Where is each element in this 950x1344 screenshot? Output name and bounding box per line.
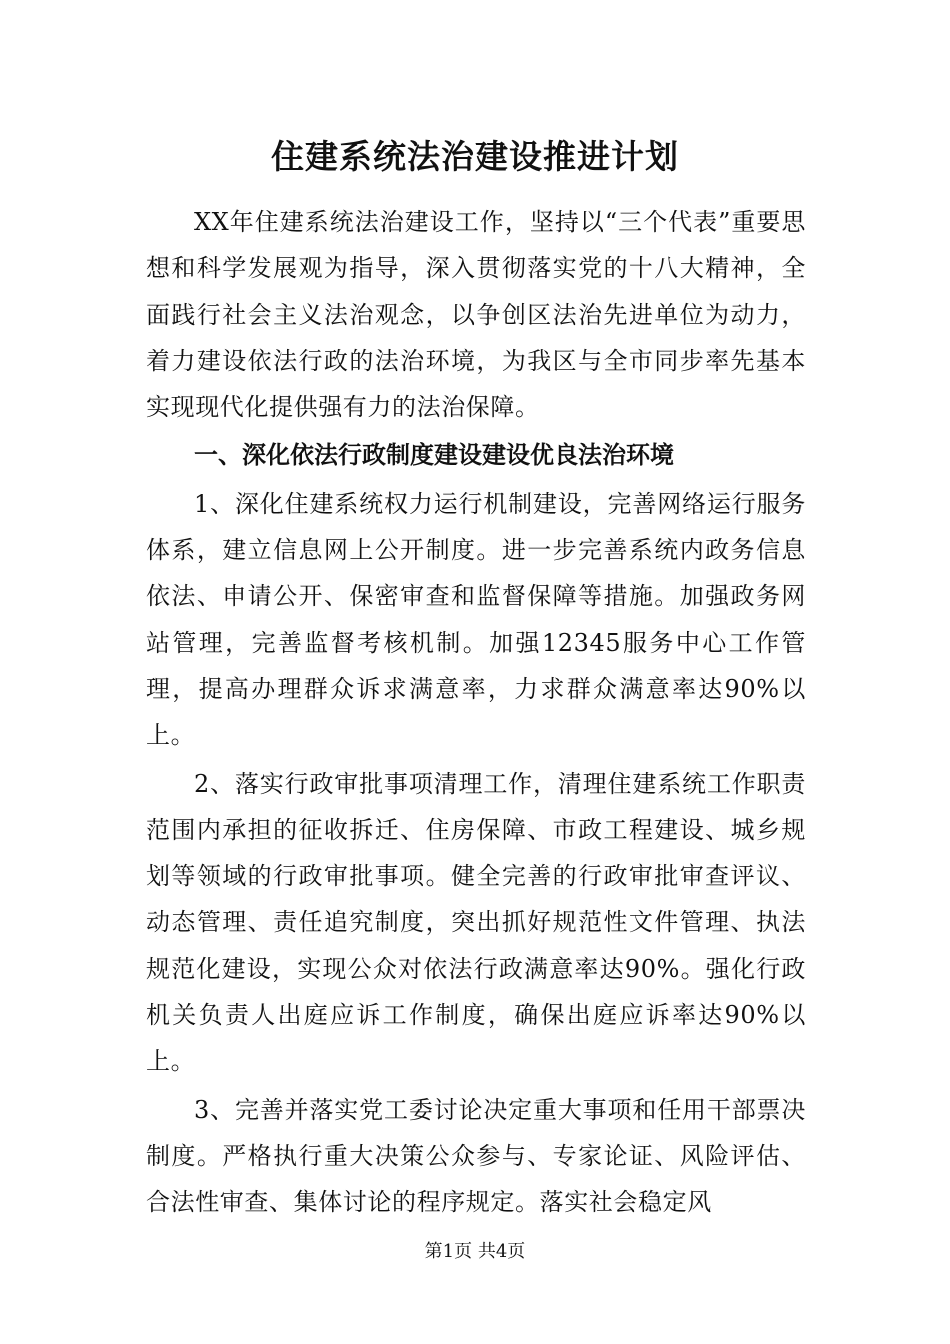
paragraph-item-2: 2、落实行政审批事项清理工作，清理住建系统工作职责范围内承担的征收拆迁、住房保障、市政工程建设、城乡规划等领域的行政审批事项。健全完善的行政审批审查评议、动态管理、责任追究制度，突出抓好规范性文件管理、执法规范化建设，实现公众对依法行政满意率达90%。强化行政机关负责人出庭应诉工作制度，确保出庭应诉率达90%以上。 — [146, 769, 806, 1076]
document-body — [146, 199, 806, 1228]
paragraph-item-3: 3、完善并落实党工委讨论决定重大事项和任用干部票决制度。严格执行重大决策公众参与、专家论证、风险评估、合法性审查、集体讨论的程序规定。落实社会稳定风 — [146, 1095, 806, 1217]
section-heading-1: 一、深化依法行政制度建设建设优良法治环境 — [194, 441, 674, 470]
paragraph-item-1: 1、深化住建系统权力运行机制建设，完善网络运行服务体系，建立信息网上公开制度。进一步完善系统内政务信息依法、申请公开、保密审查和监督保障等措施。加强政务网站管理，完善监督考核机制。加强12345服务中心工作管理，提高办理群众诉求满意率，力求群众满意率达90%以上。 — [146, 489, 806, 750]
page-title: 住建系统法治建设推进计划 — [271, 137, 679, 176]
intro-paragraph: XX年住建系统法治建设工作，坚持以“三个代表”重要思想和科学发展观为指导，深入贯彻落实党的十八大精神，全面践行社会主义法治观念，以争创区法治先进单位为动力，着力建设依法行政的法治环境，为我区与全市同步率先基本实现现代化提供强有力的法治保障。 — [146, 208, 806, 422]
page-number-footer: 第1页 共4页 — [424, 1241, 526, 1262]
